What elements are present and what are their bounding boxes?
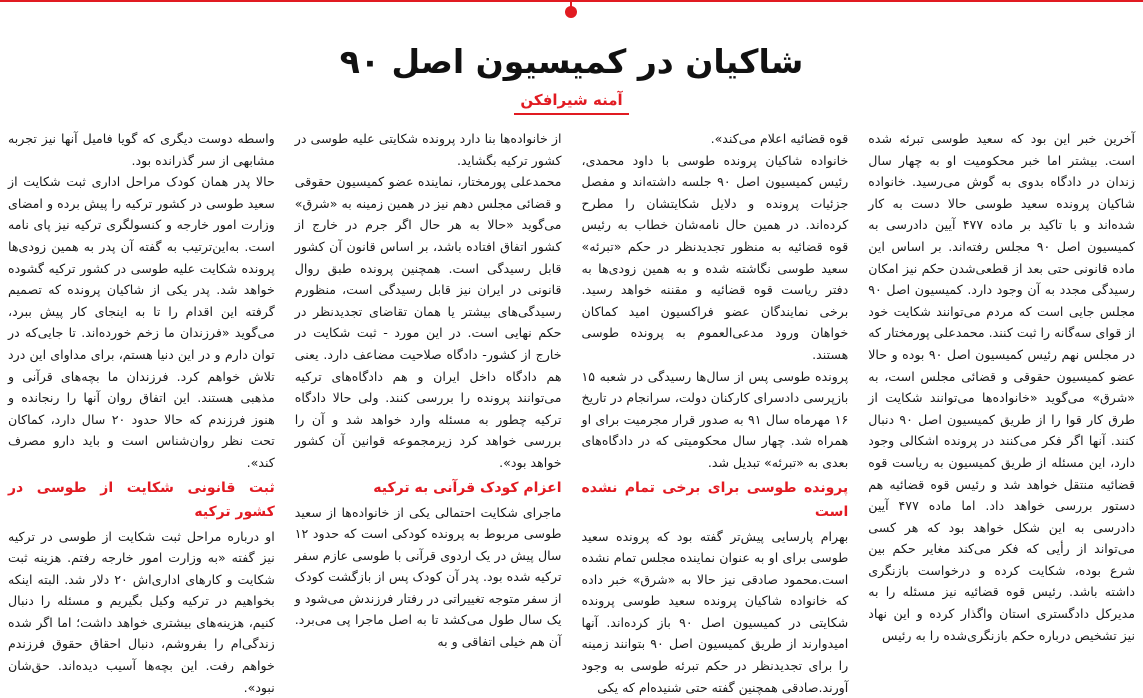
byline-wrap	[0, 90, 1143, 115]
paragraph: محمدعلی پورمختار، نماینده عضو کمیسیون حقوقی و قضائی مجلس دهم نیز در همین زمینه به «شرق» می‌گوید «حالا به هر حال اگر جرم در خارج از کشور اتفاق افتاده باشد، بر اساس قانون آن کشور قابل رسیدگی است. همچنین پرونده طبق روال قانونی در ایران نیز قابل رسیدگی است، منظورم رسیدگی‌های بیشتر یا همان تقاضای تجدیدنظر در حکم نهایی است. در این مورد - ثبت شکایت در خارج از کشور- دادگاه صلاحیت مضاعف دارد. یعنی هم دادگاه داخل ایران و هم دادگاه‌های ترکیه می‌توانند پرونده را بررسی کنند. ولی حالا دادگاه ترکیه چطور به مسئله وارد خواهد شد و آن را بررسی خواهد کرد زیرمجموعه قوانین آن کشور خواهد بود».	[295, 171, 562, 473]
article-title: شاکیان در کمیسیون اصل ۹۰	[0, 42, 1143, 81]
subheading: پرونده طوسی برای برخی تمام نشده است	[582, 476, 849, 524]
paragraph: قوه قضائیه اعلام می‌کند».	[582, 128, 849, 150]
paragraph: او درباره مراحل ثبت شکایت از طوسی در ترکیه نیز گفته «به وزارت امور خارجه رفتم. هزینه ثبت شکایت و کارهای اداری‌اش ۲۰ دلار شد. البته اینکه بخواهیم در ترکیه وکیل بگیریم و مسئله را دنبال کنیم، هزینه‌های بیشتری خواهد داشت؛ اما اگر شده زندگی‌ام را بفروشم، دنبال احقاق حقوق فرزندم خواهم رفت. این بچه‌ها آسیب دیده‌اند. حق‌شان نبود».	[8, 526, 275, 698]
top-marker-dot	[565, 6, 577, 18]
paragraph: آخرین خبر این بود که سعید طوسی تبرئه شده است. بیشتر اما خبر محکومیت او به چهار سال زندان در دادگاه بدوی به گوش می‌رسید. خانواده شاکیان پرونده سعید طوسی حالا دست به کار شده‌اند و با تاکید بر ماده ۴۷۷ آیین دادرسی به کمیسیون اصل ۹۰ مجلس رفته‌اند. بر اساس این ماده قانونی حتی بعد از قطعی‌شدن حکم نیز امکان رسیدگی مجدد به آن وجود دارد. کمیسیون اصل ۹۰ مجلس جایی است که مردم می‌توانند شکایت خود از قوای سه‌گانه را ثبت کنند. محمدعلی پورمختار که در مجلس نهم رئیس کمیسیون اصل ۹۰ بوده و حالا عضو کمیسیون حقوقی و قضائی مجلس است، به «شرق» می‌گوید «خانواده‌ها می‌توانند شکایت از طرق کار قوا را از طریق کمیسیون اصل ۹۰ دنبال کنند. آنها اگر فکر می‌کنند در پرونده اشکالی وجود دارد، این مسئله از طریق کمیسیون به ریاست قوه قضائیه منتقل خواهد شد و رئیس قوه قضائیه هم دستور بررسی خواهد داد. اما ماده ۴۷۷ آیین دادرسی به این شکل خواهد بود که هر کسی می‌تواند از رأیی که فکر می‌کند مغایر حکم بین شرع بوده، شکایت کرده و درخواست بازنگری داشته باشد. رئیس قوه قضائیه نیز مسئله را به مدیرکل دادگستری استان واگذار کرده و این نهاد نیز تشخیص درباره حکم بازنگری‌شده را به رئیس	[868, 128, 1135, 646]
subheading: اعزام کودک قرآنی به ترکیه	[295, 476, 562, 500]
column-3	[295, 128, 562, 685]
column-4	[8, 128, 275, 685]
paragraph: حالا پدر همان کودک مراحل اداری ثبت شکایت از سعید طوسی در کشور ترکیه را پیش برده و امضای وزارت امور خارجه و کنسولگری ترکیه نیز پای نامه است. به‌این‌ترتیب به گفته آن پدر به همین زودی‌ها پرونده شکایت علیه طوسی در کشور ترکیه گشوده خواهد شد. پدر یکی از شاکیان پرونده که تصمیم گرفته این اقدام را تا به اینجای کار پیش ببرد، می‌گوید «فرزندان ما زخم خورده‌اند. تا جایی‌که در توان دارم و در این دنیا هستم، برای مداوای این درد تلاش خواهم کرد. فرزندان ما بچه‌های قرآنی و مذهبی هستند. این اتفاق روان آنها را رنجانده و هنوز فرزندم که حالا حدود ۲۰ سال دارد، کماکان تحت نظر روان‌شناس است و باید دارو مصرف کند».	[8, 171, 275, 473]
paragraph: ماجرای شکایت احتمالی یکی از خانواده‌ها از سعید طوسی مربوط به پرونده کودکی است که حدود ۱۲ سال پیش در یک اردوی قرآنی با طوسی عازم سفر ترکیه شده بود. پدر آن کودک پس از بازگشت کودک از سفر متوجه تغییراتی در رفتار فرزندش می‌شود و یک سال طول می‌کشد تا به اصل ماجرا پی می‌برد. آن هم خیلی اتفاقی و به	[295, 502, 562, 653]
column-2	[582, 128, 849, 685]
paragraph: خانواده شاکیان پرونده طوسی با داود محمدی، رئیس کمیسیون اصل ۹۰ جلسه داشته‌اند و مفصل جزئیات پرونده و دلایل شکایتشان را مطرح کرده‌اند. در همین حال نامه‌شان خطاب به رئیس قوه قضائیه به منظور تجدیدنظر در حکم «تبرئه» سعید طوسی نگاشته شده و به همین زودی‌ها به دفتر ریاست قوه قضائیه و مقننه خواهد رسید. برخی نمایندگان عضو فراکسیون امید کماکان خواهان ورود مدعی‌العموم به پرونده طوسی هستند.	[582, 150, 849, 366]
subheading: ثبت قانونی شکایت از طوسی در کشور ترکیه	[8, 476, 275, 524]
paragraph: بهرام پارسایی پیش‌تر گفته بود که پرونده سعید طوسی برای او به عنوان نماینده مجلس تمام نشده است.محمود صادقی نیز حالا به «شرق» خبر داده که خانواده شاکیان پرونده سعید طوسی پرونده شکایتی در کمیسیون اصل ۹۰ باز کرده‌اند. آنها امیدوارند از طریق کمیسیون اصل ۹۰ بتوانند زمینه را برای تجدیدنظر در حکم تبرئه طوسی به وجود آورند.صادقی همچنین گفته حتی شنیده‌ام که یکی	[582, 526, 849, 698]
author-byline: آمنه شیرافکن	[514, 91, 628, 115]
paragraph: واسطه دوست دیگری که گویا فامیل آنها نیز تجربه مشابهی از سر گذرانده بود.	[8, 128, 275, 171]
paragraph: از خانواده‌ها بنا دارد پرونده شکایتی علیه طوسی در کشور ترکیه بگشاید.	[295, 128, 562, 171]
column-1	[868, 128, 1135, 685]
paragraph: پرونده طوسی پس از سال‌ها رسیدگی در شعبه ۱۵ بازپرسی دادسرای کارکنان دولت، سرانجام در تاریخ ۱۶ مهرماه سال ۹۱ به صدور قرار مجرمیت برای او همراه شد. چهار سال محکومیتی که در دادگاه‌های بعدی به «تبرئه» تبدیل شد.	[582, 366, 849, 474]
article-columns	[8, 128, 1135, 685]
